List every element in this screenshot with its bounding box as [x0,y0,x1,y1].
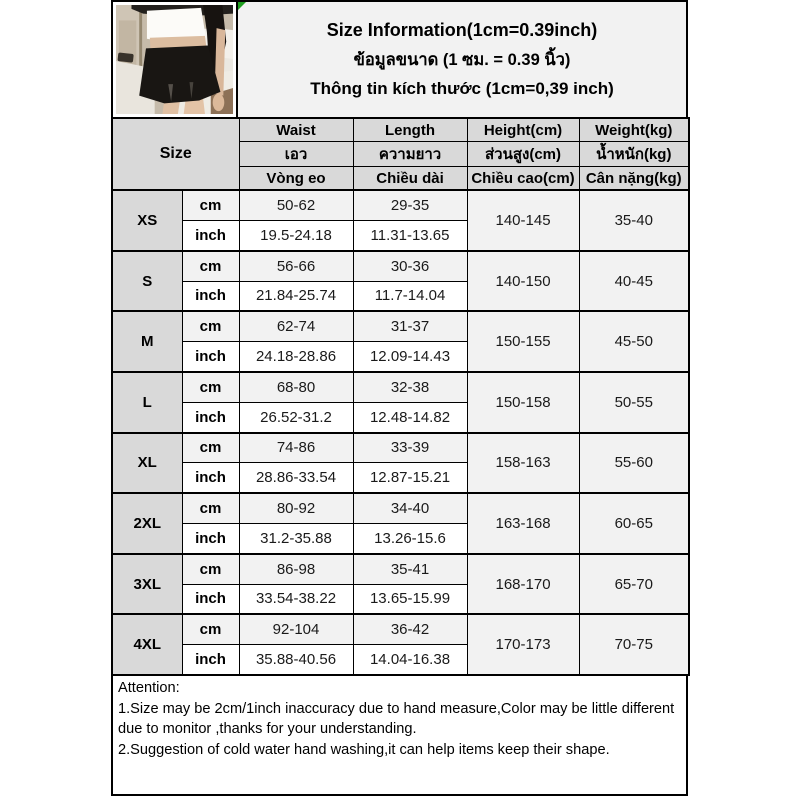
waist-inch-value: 19.5-24.18 [239,220,353,250]
attention-note [111,674,688,796]
weight-value: 35-40 [579,190,689,251]
waist-cm-value: 80-92 [239,493,353,523]
height-value: 140-150 [467,251,579,312]
length-cm-value: 32-38 [353,372,467,402]
waist-inch-value: 26.52-31.2 [239,402,353,432]
waist-inch-value: 24.18-28.86 [239,342,353,372]
size-label: 4XL [112,614,182,675]
length-cm-value: 30-36 [353,251,467,281]
col-header-weight-th: น้ำหนัก(kg) [579,142,689,167]
col-header-weight-en: Weight(kg) [579,118,689,142]
height-value: 150-158 [467,372,579,433]
unit-cm-label: cm [182,433,239,463]
size-label: 2XL [112,493,182,554]
title-english: Size Information(1cm=0.39inch) [326,20,598,40]
size-table-header [112,118,689,190]
table-row [112,311,689,341]
length-inch-value: 13.26-15.6 [353,523,467,553]
unit-cm-label: cm [182,251,239,281]
size-label: XS [112,190,182,251]
waist-cm-value: 50-62 [239,190,353,220]
col-header-height-th: ส่วนสูง(cm) [467,142,579,167]
table-row [112,433,689,463]
attention-heading: Attention: [118,679,180,696]
table-row [112,493,689,523]
col-header-length-en: Length [353,118,467,142]
unit-inch-label: inch [182,463,239,493]
size-table [111,117,690,676]
size-table-body [112,190,689,675]
unit-inch-label: inch [182,645,239,675]
title-block [238,0,688,119]
length-inch-value: 12.48-14.82 [353,402,467,432]
weight-value: 65-70 [579,554,689,615]
col-header-waist-vi: Vòng eo [239,167,353,191]
col-header-waist-th: เอว [239,142,353,167]
unit-inch-label: inch [182,523,239,553]
unit-inch-label: inch [182,281,239,311]
length-inch-value: 13.65-15.99 [353,584,467,614]
length-cm-value: 36-42 [353,614,467,644]
waist-inch-value: 35.88-40.56 [239,645,353,675]
height-value: 168-170 [467,554,579,615]
length-inch-value: 11.31-13.65 [353,220,467,250]
weight-value: 45-50 [579,311,689,372]
size-label: S [112,251,182,312]
size-label: XL [112,433,182,494]
waist-inch-value: 28.86-33.54 [239,463,353,493]
table-row [112,614,689,644]
size-label: L [112,372,182,433]
table-row [112,251,689,281]
waist-cm-value: 86-98 [239,554,353,584]
waist-cm-value: 92-104 [239,614,353,644]
unit-inch-label: inch [182,402,239,432]
length-inch-value: 12.09-14.43 [353,342,467,372]
col-header-weight-vi: Cân nặng(kg) [579,167,689,191]
title-thai: ข้อมูลขนาด (1 ซม. = 0.39 นิ้ว) [353,51,571,69]
weight-value: 55-60 [579,433,689,494]
size-label: 3XL [112,554,182,615]
green-corner-marker-icon [238,2,246,10]
unit-cm-label: cm [182,372,239,402]
waist-inch-value: 31.2-35.88 [239,523,353,553]
length-inch-value: 14.04-16.38 [353,645,467,675]
length-cm-value: 29-35 [353,190,467,220]
length-cm-value: 31-37 [353,311,467,341]
height-value: 158-163 [467,433,579,494]
attention-item: 1.Size may be 2cm/1inch inaccuracy due to hand measure,Color may be little different due to monitor ,thanks for your understanding. [118,700,675,738]
height-value: 140-145 [467,190,579,251]
weight-value: 70-75 [579,614,689,675]
size-label: M [112,311,182,372]
table-row [112,372,689,402]
col-header-height-vi: Chiều cao(cm) [467,167,579,191]
length-inch-value: 11.7-14.04 [353,281,467,311]
title-vietnamese: Thông tin kích thước (1cm=0,39 inch) [310,79,614,98]
length-cm-value: 35-41 [353,554,467,584]
waist-cm-value: 68-80 [239,372,353,402]
length-cm-value: 34-40 [353,493,467,523]
height-value: 170-173 [467,614,579,675]
header-block [111,0,688,119]
col-header-length-vi: Chiều dài [353,167,467,191]
size-chart-sheet [111,0,688,796]
height-value: 150-155 [467,311,579,372]
unit-inch-label: inch [182,584,239,614]
waist-cm-value: 74-86 [239,433,353,463]
unit-inch-label: inch [182,220,239,250]
length-inch-value: 12.87-15.21 [353,463,467,493]
unit-cm-label: cm [182,311,239,341]
unit-inch-label: inch [182,342,239,372]
table-row [112,554,689,584]
header-row-en [112,118,689,142]
table-row [112,190,689,220]
attention-item: 2.Suggestion of cold water hand washing,it can help items keep their shape. [118,742,610,759]
unit-cm-label: cm [182,554,239,584]
weight-value: 60-65 [579,493,689,554]
product-photo [111,0,238,119]
height-value: 163-168 [467,493,579,554]
waist-inch-value: 33.54-38.22 [239,584,353,614]
waist-cm-value: 62-74 [239,311,353,341]
col-header-height-en: Height(cm) [467,118,579,142]
weight-value: 50-55 [579,372,689,433]
product-photo-illustration [116,5,233,114]
waist-cm-value: 56-66 [239,251,353,281]
col-header-waist-en: Waist [239,118,353,142]
length-cm-value: 33-39 [353,433,467,463]
unit-cm-label: cm [182,493,239,523]
waist-inch-value: 21.84-25.74 [239,281,353,311]
unit-cm-label: cm [182,190,239,220]
weight-value: 40-45 [579,251,689,312]
unit-cm-label: cm [182,614,239,644]
col-header-length-th: ความยาว [353,142,467,167]
size-header-cell: Size [112,118,239,190]
